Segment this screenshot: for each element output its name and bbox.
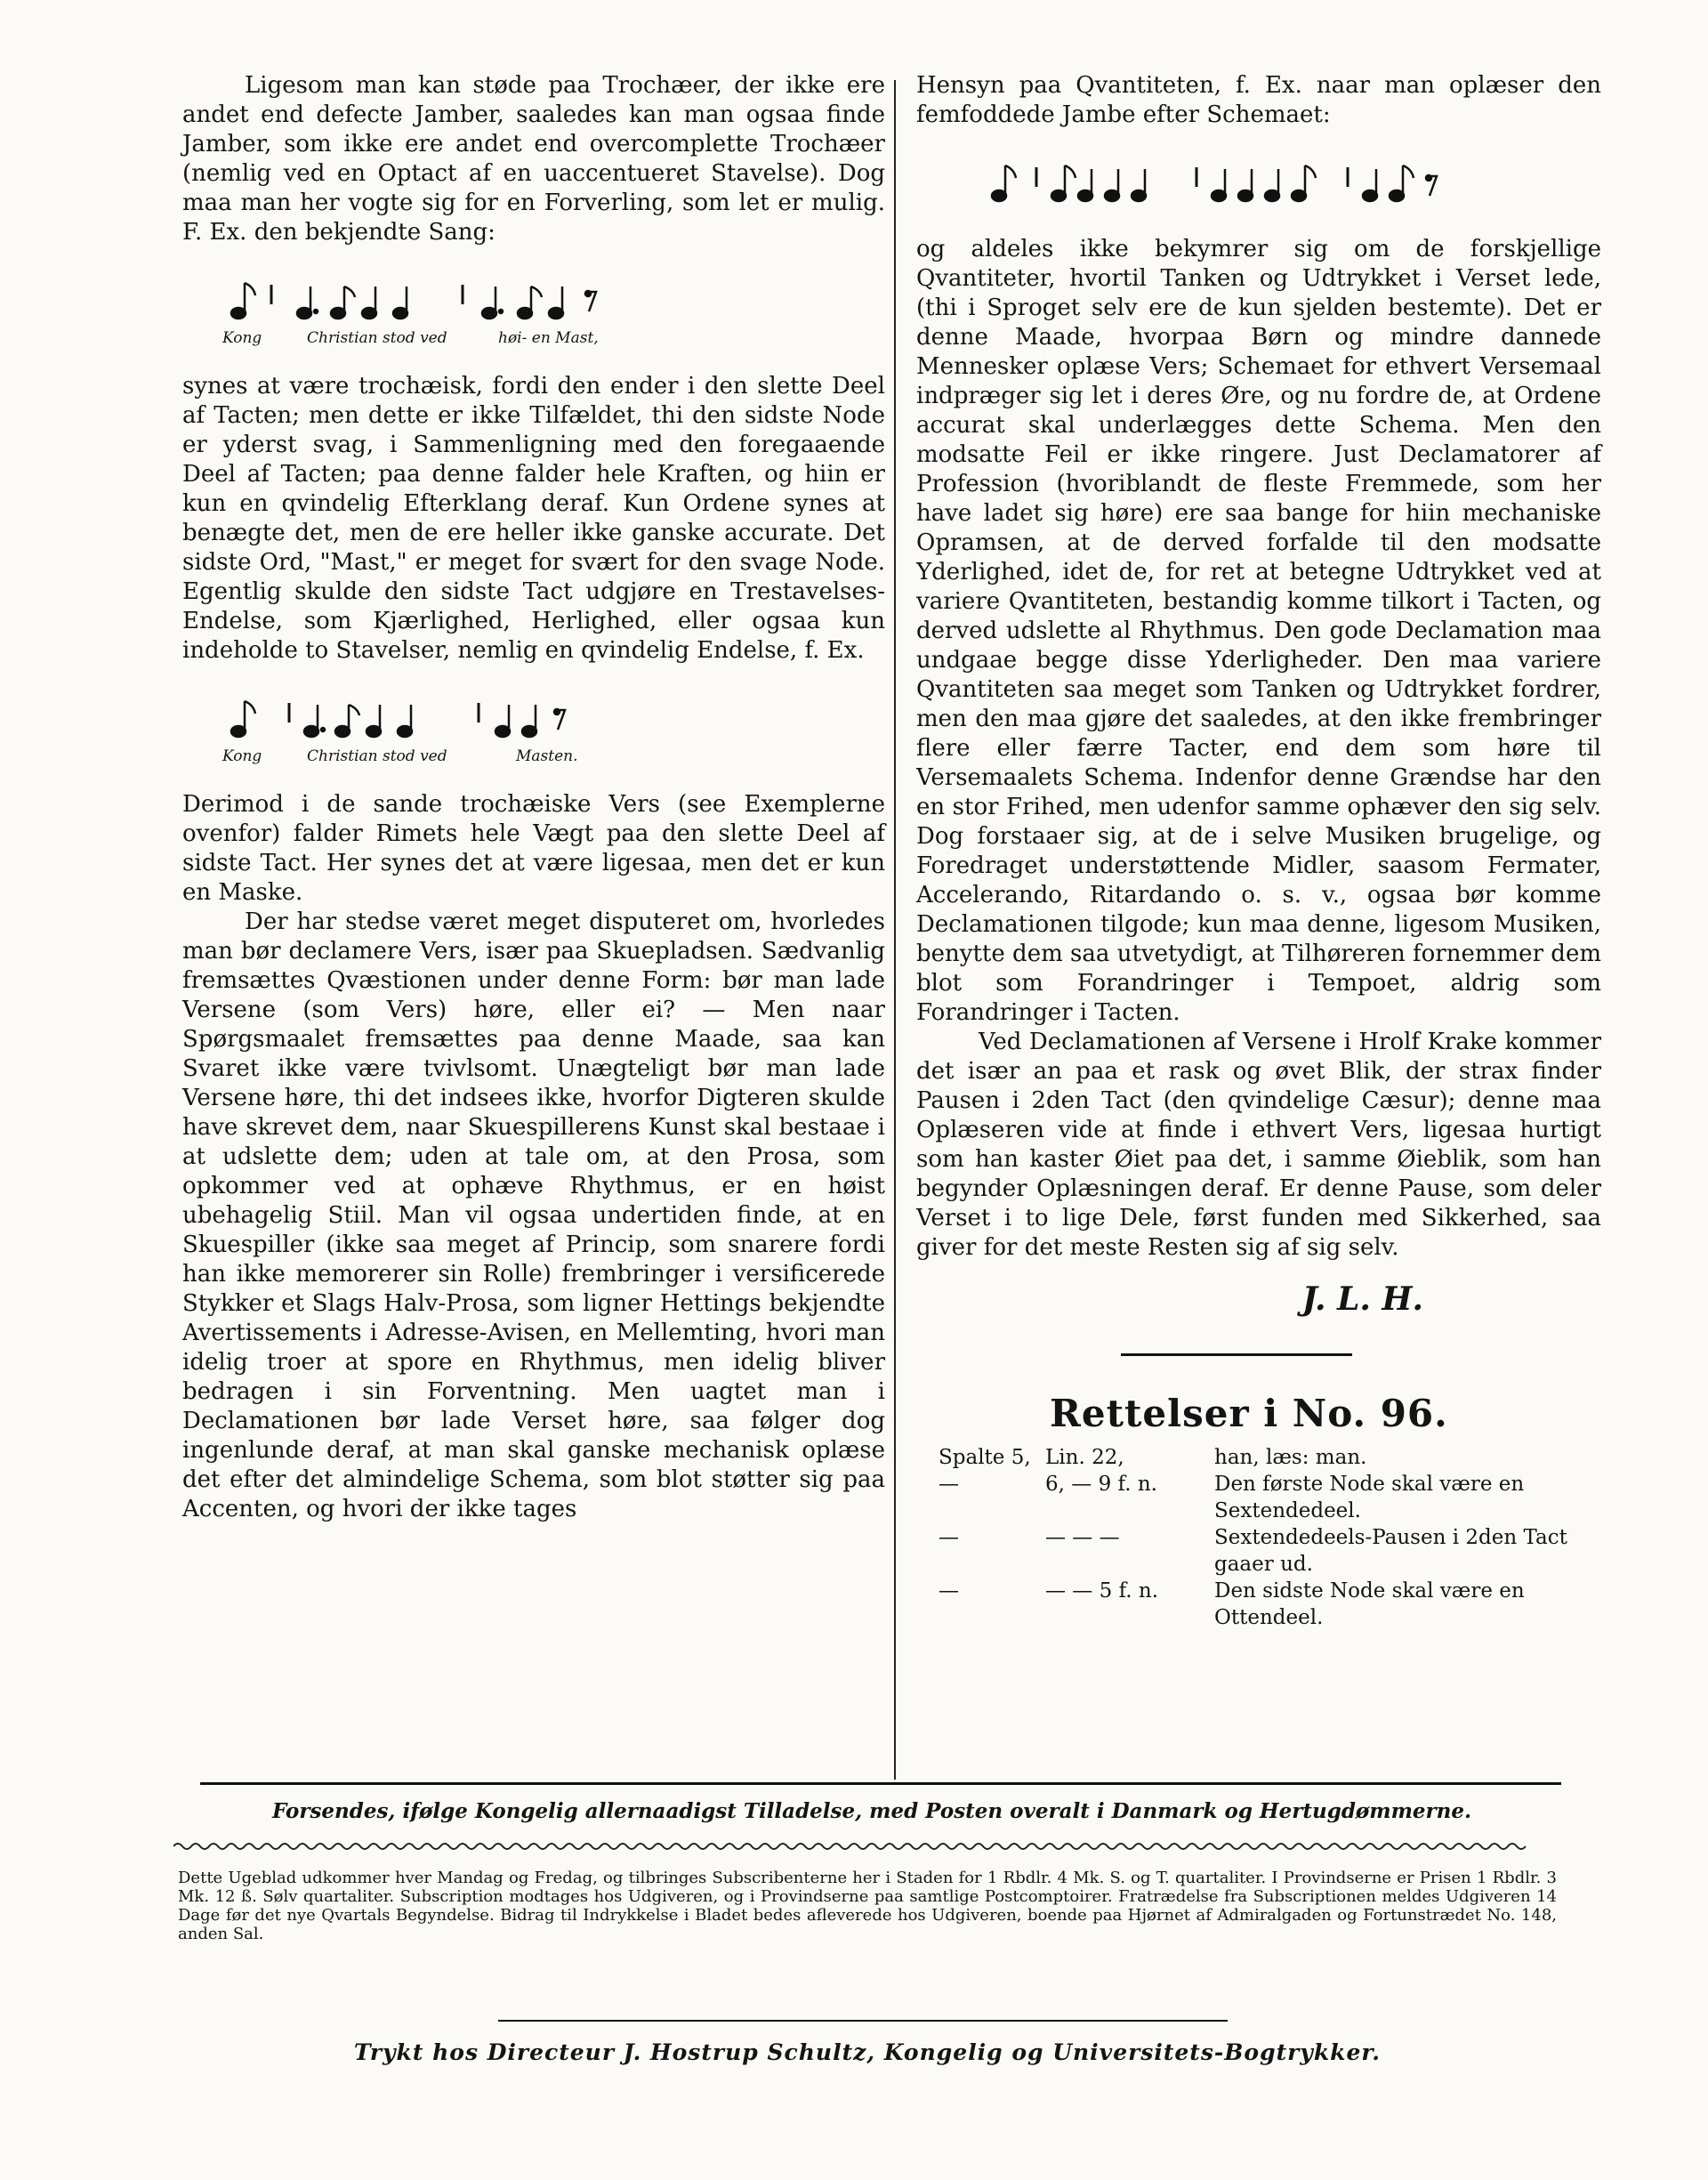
- left-paragraph-1: Ligesom man kan støde paa Trochæer, der ikke ere andet end defecte Jamber, saaledes kan man ogsaa finde Jamber, som ikke ere andet end overcomplette Trochæer (nemlig ved en Optact af en uaccentueret Stavelse). Dog maa man her vogte sig for en Forverling, som let er mulig. F. Ex. den bekjendte Sang:: [182, 72, 885, 246]
- correction-text: Den første Node skal være en Sextendedeel.: [1214, 1473, 1525, 1522]
- correction-row: [939, 1444, 1601, 1471]
- corrections-list: [939, 1444, 1601, 1631]
- corrections-title: Rettelser i No. 96.: [1050, 1392, 1448, 1435]
- music-2-lyrics: [222, 747, 885, 765]
- lyric-word: høi- en Mast,: [498, 329, 599, 347]
- correction-line: — — —: [1045, 1526, 1120, 1549]
- right-paragraph-3: Ved Declamationen af Versene i Hrolf Krake kommer det især an paa et rask og øvet Blik, der strax finder Pausen i 2den Tact (den qvindelige Cæsur); denne maa Oplæseren vide at finde i ethvert Vers, ligesaa hurtigt som han kaster Øiet paa det, i samme Øieblik, som han begynder Oplæsningen deraf. Er denne Pause, som deler Verset i to lige Dele, først funden med Sikkerhed, saa giver for det meste Resten sig af sig selv.: [916, 1029, 1601, 1261]
- right-paragraph-1: Hensyn paa Qvantiteten, f. Ex. naar man oplæser den femfoddede Jambe efter Schemaet:: [916, 72, 1601, 128]
- lyric-word: Kong: [222, 329, 262, 347]
- music-notation-2: [222, 692, 685, 746]
- right-paragraph-2: og aldeles ikke bekymrer sig om de forskjellige Qvantiteter, hvortil Tanken og Udtrykket i Verset lede, (thi i Sproget selv ere de kun sjelden bestemte). Det er denne Maade, hvorpaa Børn og mindre dannede Mennesker oplæse Vers; Schemaet for ethvert Versemaal indpræger sig let i deres Øre, og nu fordre de, at Ordene accurat skal underlægges dette Schema. Men den modsatte Feil er ikke ringere. Just Declamatorer af Profession (hvoriblandt de fleste Fremmede, som her have ladet sig høre) ere saa bange for hiin mechaniske Opramsen, at de derved forfalde til den modsatte Yderlighed, idet de, for ret at betegne Udtrykket ved at variere Qvantiteten, bestandig komme tilkort i Tacten, og derved udslette al Rhythmus. Den gode Declamation maa undgaae begge disse Yderligheder. Den maa variere Qvantiteten saa meget som Tanken og Udtrykket fordrer, men den maa gjøre det saaledes, at den ikke frembringer flere eller færre Tacter, end dem som høre til Versemaalets Schema. Indenfor denne Grændse har den en stor Frihed, men udenfor samme ophæver den sig selv. Dog forstaaer sig, at de i selve Musiken brugelige, og Foredraget understøttende Midler, saasom Fermater, Accelerando, Ritardando o. s. v., ogsaa bør komme Declamationen tilgode; kun maa denne, ligesom Musiken, benytte dem saa utvetydigt, at Tilhøreren fornemmer dem blot som Forandringer i Tempoet, aldrig som Forandringer i Tacten.: [916, 236, 1601, 1026]
- correction-text: Sextendedeels-Pausen i 2den Tact gaaer ud.: [1214, 1526, 1567, 1576]
- left-paragraph-4: Der har stedse været meget disputeret om, hvorledes man bør declamere Vers, især paa Skuepladsen. Sædvanlig fremsættes Qvæstionen under denne Form: bør man lade Versene (som Vers) høre, eller ei? — Men naar Spørgsmaalet fremsættes paa denne Maade, saa kan Svaret ikke være tvivlsomt. Unægteligt bør man lade Versene høre, thi det indsees ikke, hvorfor Digteren skulde have skrevet dem, naar Skuespillerens Kunst skal bestaae i at udslette dem; uden at tale om, at den Prosa, som opkommer ved at ophæve Rhythmus, er en høist ubehagelig Stiil. Man vil ogsaa undertiden finde, at en Skuespiller (ikke saa meget af Princip, som snarere fordi han ikke memorerer sin Rolle) frembringer i versificerede Stykker et Slags Halv-Prosa, som ligner Hettings bekjendte Avertissements i Adresse-Avisen, en Mellemting, hvori man idelig troer at spore en Rhythmus, men idelig bliver bedragen i sin Forventning. Men uagtet man i Declamationen bør lade Verset høre, saa følger dog ingenlunde deraf, at man skal ganske mechanisk oplæse det efter det almindelige Schema, som blot støtter sig paa Accenten, og hvori der ikke tages: [182, 908, 885, 1522]
- lyric-word: Christian stod ved: [307, 747, 447, 765]
- lyric-word: Kong: [222, 747, 262, 765]
- music-example-2: [222, 692, 885, 765]
- left-paragraph-3: Derimod i de sande trochæiske Vers (see Exemplerne ovenfor) falder Rimets hele Vægt paa den slette Deel af sidste Tact. Her synes det at være ligesaa, men det er kun en Maske.: [182, 791, 885, 906]
- correction-text: Den sidste Node skal være en Ottendeel.: [1214, 1579, 1525, 1629]
- author-signature: J. L. H.: [1301, 1280, 1423, 1318]
- music-1-lyrics: [222, 329, 885, 347]
- correction-line: 6, — 9 f. n.: [1045, 1473, 1157, 1496]
- wavy-rule: [173, 1840, 1561, 1853]
- correction-text: han, læs: man.: [1214, 1446, 1367, 1469]
- lyric-word: Masten.: [516, 747, 578, 765]
- music-notation-1: [222, 274, 685, 327]
- correction-line: Lin. 22,: [1045, 1446, 1124, 1469]
- music-example-1: [222, 274, 885, 347]
- correction-column: Spalte 5,: [939, 1446, 1031, 1469]
- correction-row: [939, 1524, 1601, 1578]
- footer-rule-bottom: [498, 2020, 1228, 2022]
- left-column: [182, 71, 885, 1524]
- printer-imprint: Trykt hos Directeur J. Hostrup Schultz, Kongelig og Universitets-Bogtrykker.: [354, 2039, 1381, 2065]
- music-example-3: [983, 157, 1601, 210]
- music-notation-3: [983, 157, 1517, 210]
- column-divider: [894, 80, 896, 1780]
- lyric-word: Christian stod ved: [307, 329, 447, 347]
- right-column: [916, 71, 1601, 1631]
- correction-column: —: [939, 1526, 959, 1549]
- footer-rule-top: [200, 1782, 1561, 1785]
- correction-column: —: [939, 1473, 959, 1496]
- correction-line: — — 5 f. n.: [1045, 1579, 1159, 1603]
- correction-row: [939, 1578, 1601, 1631]
- postal-notice: Forsendes, ifølge Kongelig allernaadigst Tilladelse, med Posten overalt i Danmark og Hertugdømmerne.: [271, 1799, 1472, 1823]
- subscription-info: Dette Ugeblad udkommer hver Mandag og Fredag, og tilbringes Subscribenterne her i Staden for 1 Rbdlr. 4 Mk. S. og T. quartaliter. I Provindserne er Prisen 1 Rbdlr. 3 Mk. 12 ß. Sølv quartaliter. Subscription modtages hos Udgiveren, og i Provindserne paa samtlige Postcomptoirer. Fratrædelse fra Subscriptionen meldes Udgiveren 14 Dage før det nye Qvartals Begyndelse. Bidrag til Indrykkelse i Bladet bedes afleverede hos Udgiveren, boende paa Hjørnet af Admiralgaden og Fortunstrædet No. 148, anden Sal.: [178, 1869, 1557, 1943]
- correction-row: [939, 1471, 1601, 1524]
- section-rule: [1121, 1353, 1352, 1356]
- left-paragraph-2: synes at være trochæisk, fordi den ender i den slette Deel af Tacten; men dette er ikke Tilfældet, thi den sidste Node er yderst svag, i Sammenligning med den foregaaende Deel af Tacten; paa denne falder hele Kraften, og hiin er kun en qvindelig Efterklang deraf. Kun Ordene synes at benægte det, men de ere heller ikke ganske accurate. Det sidste Ord, "Mast," er meget for svært for den svage Node. Egentlig skulde den sidste Tact udgjøre en Trestavelses-Endelse, som Kjærlighed, Herlighed, eller ogsaa kun indeholde to Stavelser, nemlig en qvindelig Endelse, f. Ex.: [182, 373, 885, 664]
- correction-column: —: [939, 1579, 959, 1603]
